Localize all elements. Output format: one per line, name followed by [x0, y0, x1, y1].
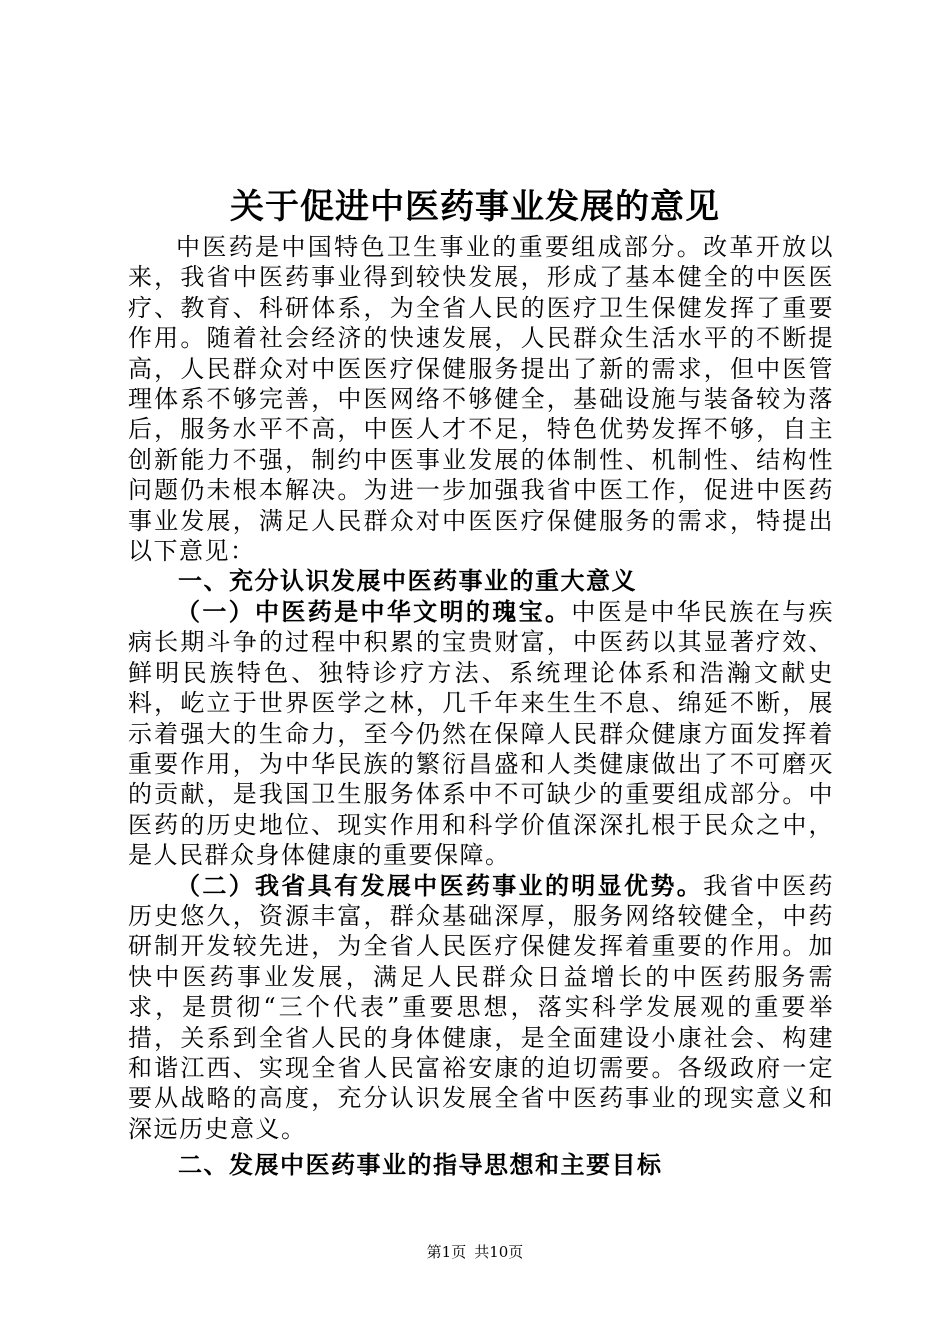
paragraph-2	[128, 871, 834, 1145]
paragraph-1-lead: （一）中医药是中华文明的瑰宝。	[176, 597, 572, 626]
page-number: 第1页	[426, 1243, 467, 1261]
document-title: 关于促进中医药事业发展的意见	[230, 187, 720, 227]
page-footer	[0, 1242, 950, 1262]
paragraph-1-text: 中医是中华民族在与疾病长期斗争的过程中积累的宝贵财富，中医药以其显著疗效、鲜明民族特色、独特诊疗方法、系统理论体系和浩瀚文献史料，屹立于世界医学之林，几千年来生生不息、绵延不断，展示着强大的生命力，至今仍然在保障人民群众健康方面发挥着重要作用，为中华民族的繁衍昌盛和人类健康做出了不可磨灭的贡献，是我国卫生服务体系中不可缺少的重要组成部分。中医药的历史地位、现实作用和科学价值深深扎根于民众之中，是人民群众身体健康的重要保障。	[128, 597, 834, 870]
intro-paragraph: 中医药是中国特色卫生事业的重要组成部分。改革开放以来，我省中医药事业得到较快发展，形成了基本健全的中医医疗、教育、科研体系，为全省人民的医疗卫生保健发挥了重要作用。随着社会经济的快速发展，人民群众生活水平的不断提高，人民群众对中医医疗保健服务提出了新的需求，但中医管理体系不够完善，中医网络不够健全，基础设施与装备较为落后，服务水平不高，中医人才不足，特色优势发挥不够，自主创新能力不强，制约中医事业发展的体制性、机制性、结构性问题仍未根本解决。为进一步加强我省中医工作，促进中医药事业发展，满足人民群众对中医医疗保健服务的需求，特提出以下意见：	[128, 233, 834, 566]
paragraph-2-lead: （二）我省具有发展中医药事业的明显优势。	[176, 871, 704, 900]
section-heading-1: 一、充分认识发展中医药事业的重大意义	[178, 567, 637, 596]
section-heading-2: 二、发展中医药事业的指导思想和主要目标	[178, 1151, 663, 1180]
document-body	[128, 232, 834, 1181]
paragraph-2-text: 我省中医药历史悠久，资源丰富，群众基础深厚，服务网络较健全，中药研制开发较先进，为全省人民医疗保健发挥着重要的作用。加快中医药事业发展，满足人民群众日益增长的中医药服务需求，是贯彻“三个代表”重要思想，落实科学发展观的重要举措，关系到全省人民的身体健康，是全面建设小康社会、构建和谐江西、实现全省人民富裕安康的迫切需要。各级政府一定要从战略的高度，充分认识发展全省中医药事业的现实意义和深远历史意义。	[128, 871, 835, 1143]
page-total: 共10页	[474, 1243, 524, 1261]
paragraph-1	[128, 597, 834, 871]
